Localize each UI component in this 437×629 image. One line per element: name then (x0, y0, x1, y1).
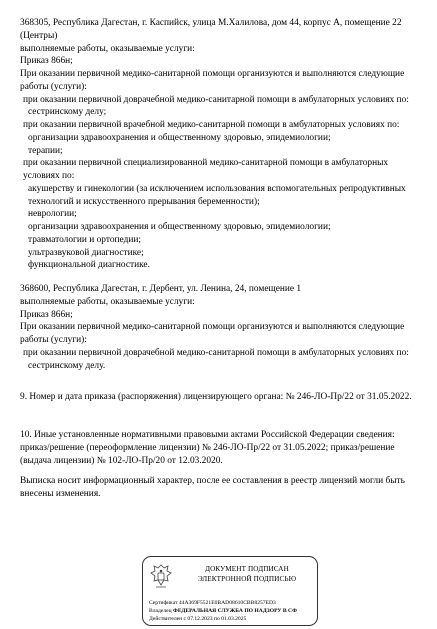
disclaimer-text: Выписка носит информационный характер, после ее составления в реестр лицензий могли быть внесены изменения. (20, 476, 405, 499)
stamp-validity: Действителен с 07.12.2023 по 01.03.2025 (149, 616, 247, 622)
service-obstetrics: акушерству и гинекологии (за исключением использования вспомогательных репродуктивных технологий и искусственного прерывания беременности); (28, 183, 406, 207)
stamp-owner-label: Владелец (149, 608, 172, 614)
service-org-health-2: организации здравоохранения и общественному здоровью, эпидемиологии; (28, 222, 331, 232)
vrach-ambulatory: при оказании первичной врачебной медико-санитарной помощи в амбулаторных условиях по: (23, 120, 400, 130)
service-org-health: организации здравоохранения и общественному здоровью, эпидемиологии; (28, 132, 331, 143)
item-10-text: 10. Иные установленные нормативными правовыми актами Российской Федерации сведения: приказ/решение (переоформление лицензии) № 246-ЛО-Пр/22 от 31.05.2022; приказ/решение (выдача лицензии) № 102-ЛО-Пр/20 от 12.03.2020. (20, 430, 395, 466)
service-neurology: неврологии; (28, 209, 77, 220)
specialized-ambulatory: при оказании первичной специализированной медико-санитарной помощи в амбулаторных условиях по: (23, 158, 389, 181)
service-functional: функциональной диагностике. (28, 260, 150, 271)
stamp-owner-row (149, 607, 317, 615)
address-block-derbent (20, 283, 422, 372)
services-label-2: выполняемые работы, оказываемые услуги: (20, 296, 195, 307)
service-therapy: терапии; (28, 145, 63, 156)
order-line-2: Приказ 866н; (20, 309, 73, 320)
coat-of-arms-emblem-icon (149, 563, 173, 591)
address-block-kaspiysk (20, 17, 422, 272)
service-ultrasound: ультразвуковой диагностике; (28, 247, 144, 258)
service-nursing: сестринскому делу; (28, 107, 107, 118)
electronic-signature-stamp (142, 556, 318, 626)
stamp-title (183, 564, 311, 584)
stamp-owner: ФЕДЕРАЛЬНАЯ СЛУЖБА ПО НАДЗОРУ В СФ (173, 608, 297, 614)
item-9 (20, 391, 422, 404)
stamp-title-line-1: ДОКУМЕНТ ПОДПИСАН (205, 565, 289, 573)
prevrach-ambulatory: при оказании первичной доврачебной медико-санитарной помощи в амбулаторных условиях по: (23, 94, 409, 105)
address-derbent: 368600, Республика Дагестан, г. Дербент, ул. Ленина, 24, помещение 1 (20, 284, 302, 294)
disclaimer (20, 475, 422, 501)
prevrach-ambulatory-2: при оказании первичной доврачебной медико-санитарной помощи в амбулаторных условиях по: (23, 347, 409, 358)
primary-care-intro: При оказании первичной медико-санитарной помощи организуются и выполняются следующие работы (услуги): (20, 69, 405, 92)
services-label: выполняемые работы, оказываемые услуги: (20, 43, 195, 54)
address-kaspiysk: 368305, Республика Дагестан, г. Каспийск, улица М.Халилова, дом 44, корпус А, помещение 22 (Центры) (20, 18, 402, 41)
primary-care-intro-2: При оказании первичной медико-санитарной помощи организуются и выполняются следующие работы (услуги): (20, 322, 405, 345)
item-10 (20, 429, 422, 467)
item-9-text: 9. Номер и дата приказа (распоряжения) лицензирующего органа: № 246-ЛО-Пр/22 от 31.05.2022. (20, 392, 412, 402)
stamp-details (149, 599, 317, 623)
stamp-title-line-2: ЭЛЕКТРОННОЙ ПОДПИСЬЮ (197, 575, 297, 583)
stamp-certificate: Сертификат 44A369F5521E0BAD08610CBB8257ED3 (149, 600, 276, 606)
service-trauma: травматологии и ортопедии; (28, 234, 141, 245)
service-nursing-2: сестринскому делу. (28, 360, 106, 371)
order-line: Приказ 866н; (20, 56, 73, 67)
